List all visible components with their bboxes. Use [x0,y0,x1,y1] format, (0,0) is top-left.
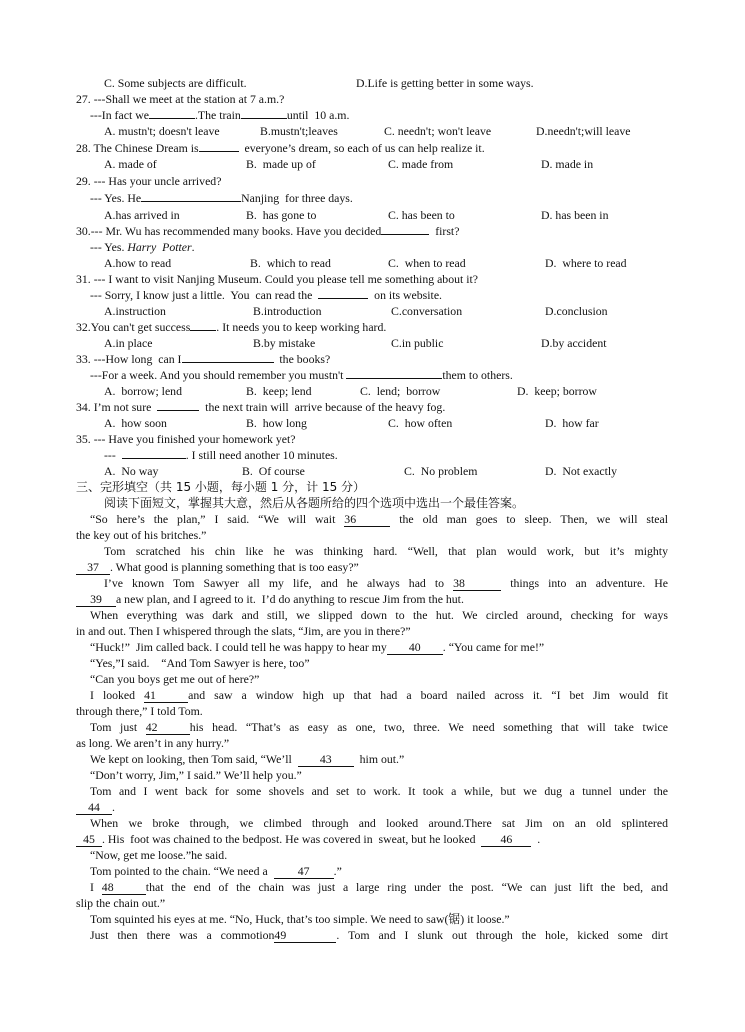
q35-stem: 35. --- Have you finished your homework yet? [76,432,296,446]
q27-option-d: D.needn't;will leave [536,124,631,138]
passage-p14: “Now, get me loose.”he said. [90,848,228,862]
q35-reply: --- . I still need another 10 minutes. [104,448,338,462]
q32-stem: 32.You can't get success . It needs you to keep working hard. [76,320,387,334]
q33-blank-2 [346,378,442,379]
blank-38: 38 [453,577,501,591]
blank-48: 48 [102,881,146,895]
q30-blank [381,234,429,235]
q32-option-b: B.by mistake [253,336,316,350]
q28-option-a: A. made of [104,157,157,171]
q31-option-a: A.instruction [104,304,166,318]
q27-blank-1 [149,118,195,119]
q35-option-b: B. Of course [242,464,305,478]
q33-blank-1 [182,362,274,363]
q31-option-b: B.introduction [253,304,322,318]
passage-p4-line1: When everything was dark and still, we slipped down to the hut. We circled around, checking for ways [90,608,668,622]
q32-option-a: A.in place [104,336,153,350]
passage-p9-line2: as long. We aren’t in any hurry.” [76,736,230,750]
q34-option-c: C. how often [388,416,453,430]
blank-40: 40 [387,641,443,655]
q31-reply: --- Sorry, I know just a little. You can read the on its website. [90,288,442,302]
blank-47: 47 [274,865,334,879]
q28-option-c: C. made from [388,157,454,171]
blank-41: 41 [144,689,188,703]
q29-option-d: D. has been in [541,208,609,222]
passage-p16-line2: slip the chain out.” [76,896,166,910]
q34-option-d: D. how far [545,416,599,430]
blank-49: 49 [274,929,336,943]
passage-p2-line2: 37 . What good is planning something that is too easy?” [76,559,359,575]
passage-p4-line2: in and out. Then I whispered through the slats, “Jim, are you in there?” [76,624,411,638]
q33-option-c: C. lend; borrow [360,384,441,398]
blank-39: 39 [76,593,116,607]
q27-option-b: B.mustn't;leaves [260,124,338,138]
q30-reply: --- Yes. Harry Potter. [90,240,195,254]
passage-p3-line1: I’ve known Tom Sawyer all my life, and he always had to 38 things into an adventure. He [104,576,668,590]
passage-p9-line1: Tom just 42 his head. “That’s as easy as one, two, three. We need something that will take twice [90,720,669,734]
passage-p15: Tom pointed to the chain. “We need a 47 .” [90,864,342,878]
blank-37: 37 [76,561,110,575]
q29-reply: --- Yes. He Nanjing for three days. [90,191,353,205]
passage-p13-line2: 45 . His foot was chained to the bedpost. He was covered in sweat, but he looked 46 . [76,831,540,847]
q34-blank [157,410,199,411]
q32-option-c: C.in public [391,336,444,350]
q29-option-b: B. has gone to [246,208,317,222]
q30-option-c: C. when to read [388,256,466,270]
q34-option-a: A. how soon [104,416,167,430]
q33-option-b: B. keep; lend [246,384,312,398]
q29-blank [141,201,241,202]
passage-p10: We kept on looking, then Tom said, “We’ll 43 him out.” [90,752,405,766]
q33-reply: ---For a week. And you should remember you mustn't them to others. [90,368,513,382]
passage-p8-line2: through there,” I told Tom. [76,704,203,718]
q30-option-a: A.how to read [104,256,172,270]
passage-p18: Just then there was a commotion49 . Tom and I slunk out through the hole, kicked some dirt [90,928,668,942]
section-instruction: 阅读下面短文，掌握其大意，然后从各题所给的四个选项中选出一个最佳答案。 [104,496,525,510]
q26-option-c: C. Some subjects are difficult. [104,76,247,90]
blank-42: 42 [146,721,190,735]
blank-36: 36 [344,513,390,527]
blank-43: 43 [298,753,354,767]
q27-reply: ---In fact we .The train until 10 a.m. [90,108,350,122]
passage-p1-line2: the key out of his britches.” [76,528,207,542]
q34-stem: 34. I’m not sure the next train will arrive because of the heavy fog. [76,400,446,414]
passage-p8-line1: I looked 41 and saw a window high up that had a board nailed across it. “I bet Jim would fit [90,688,668,702]
q29-option-c: C. has been to [388,208,455,222]
q27-option-c: C. needn't; won't leave [384,124,492,138]
q31-option-c: C.conversation [391,304,463,318]
q33-option-d: D. keep; borrow [517,384,597,398]
passage-p7: “Can you boys get me out of here?” [90,672,260,686]
passage-p13-line1: When we broke through, we climbed through and looked around.There sat Jim on an old splintered [90,816,668,830]
q27-blank-2 [241,118,287,119]
q35-option-d: D. Not exactly [545,464,618,478]
q29-stem: 29. --- Has your uncle arrived? [76,174,222,188]
passage-p12-line2: 44 . [76,799,115,815]
q31-stem: 31. --- I want to visit Nanjing Museum. Could you please tell me something about it? [76,272,479,286]
q35-blank [122,458,186,459]
q31-option-d: D.conclusion [545,304,608,318]
q27-stem: 27. ---Shall we meet at the station at 7 a.m.? [76,92,285,106]
q28-stem: 28. The Chinese Dream is everyone’s dream, so each of us can help realize it. [76,141,485,155]
passage-p12-line1: Tom and I went back for some shovels and set to work. It took a while, but we dug a tunnel under the [90,784,668,798]
section-heading: 三、完形填空（共 15 小题，每小题 1 分，计 15 分） [76,480,366,494]
q27-option-a: A. mustn't; doesn't leave [104,124,220,138]
q30-option-b: B. which to read [250,256,331,270]
passage-p16-line1: I 48 that the end of the chain was just a large ring under the post. “We can just lift the bed, and [90,880,668,894]
q32-option-d: D.by accident [541,336,607,350]
q34-option-b: B. how long [246,416,307,430]
q30-stem: 30.--- Mr. Wu has recommended many books. Have you decided first? [76,224,460,238]
passage-p3-line2: 39 a new plan, and I agreed to it. I’d do anything to rescue Jim from the hut. [76,591,464,607]
q28-option-d: D. made in [541,157,594,171]
q29-option-a: A.has arrived in [104,208,180,222]
blank-45: 45 [76,833,102,847]
q28-option-b: B. made up of [246,157,316,171]
q28-blank [199,151,239,152]
passage-p11: “Don’t worry, Jim,” I said.” We’ll help you.” [90,768,302,782]
q26-option-d: D.Life is getting better in some ways. [356,76,534,90]
passage-p17: Tom squinted his eyes at me. “No, Huck, that’s too simple. We need to saw(锯) it loose.” [90,912,510,926]
passage-p6: “Yes,”I said. “And Tom Sawyer is here, too” [90,656,310,670]
q30-option-d: D. where to read [545,256,627,270]
q31-blank [318,298,368,299]
passage-p1-line1: “So here’s the plan,” I said. “We will wait 36 the old man goes to sleep. Then, we will steal [90,512,669,526]
q32-blank [190,330,216,331]
blank-46: 46 [481,833,531,847]
q35-option-a: A. No way [104,464,159,478]
q33-option-a: A. borrow; lend [104,384,182,398]
blank-44: 44 [76,801,112,815]
passage-p2-line1: Tom scratched his chin like he was thinking hard. “Well, that plan would work, but it’s mighty [104,544,668,558]
q33-stem: 33. ---How long can I the books? [76,352,331,366]
passage-p5: “Huck!” Jim called back. I could tell he was happy to hear my 40 . “You came for me!” [90,640,545,654]
q35-option-c: C. No problem [404,464,478,478]
